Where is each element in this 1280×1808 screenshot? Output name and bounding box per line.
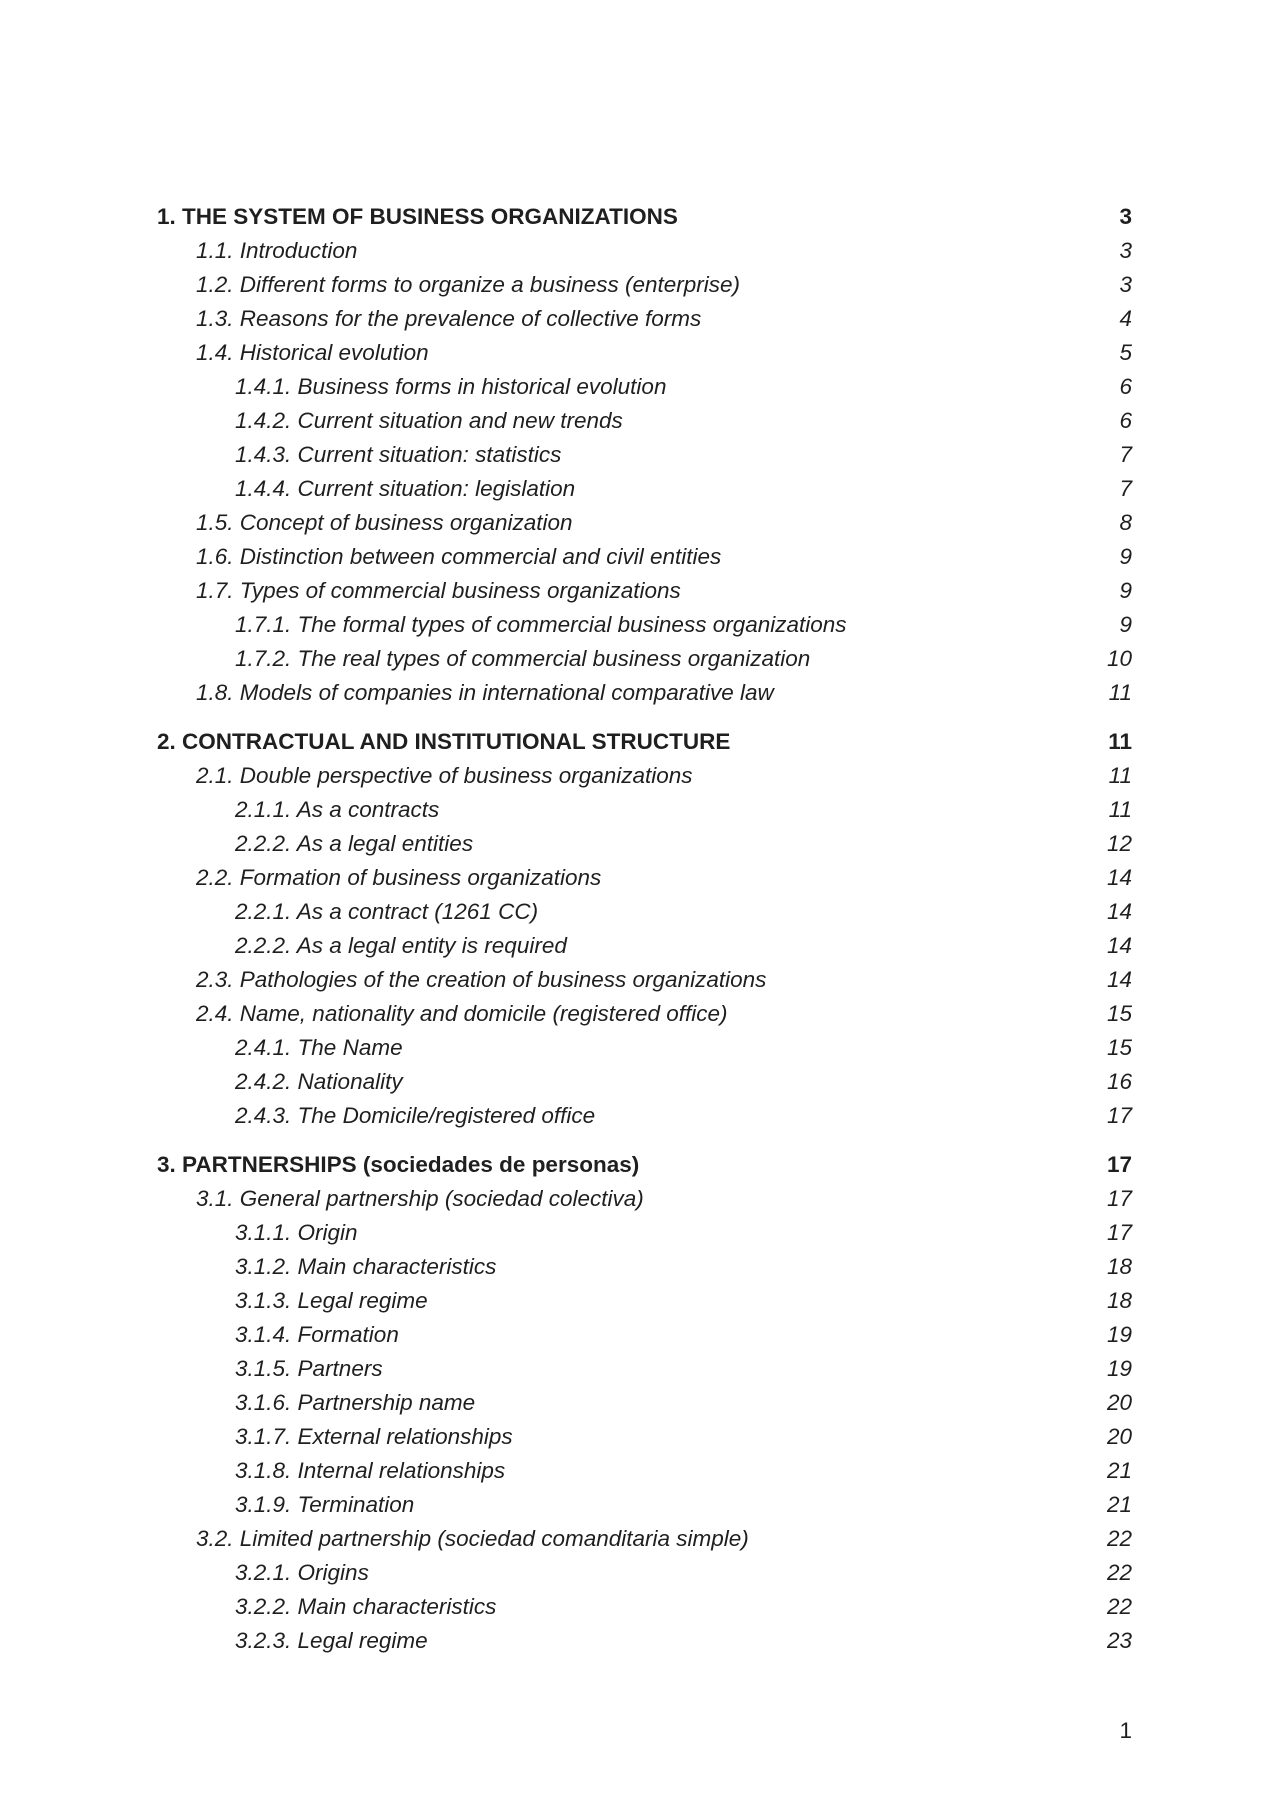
toc-entry-page: 11: [1108, 680, 1132, 705]
table-of-contents: [157, 200, 1132, 1658]
toc-entry-page: 21: [1106, 1458, 1132, 1483]
toc-subsection[interactable]: [157, 1318, 1132, 1352]
toc-entry-page: 11: [1108, 729, 1132, 754]
toc-entry-page: 10: [1106, 646, 1132, 671]
toc-entry-title: 1.2. Different forms to organize a business (enterprise): [196, 272, 740, 297]
toc-entry-page: 8: [1119, 510, 1132, 535]
toc-entry-title: 2.4.3. The Domicile/registered office: [235, 1103, 596, 1128]
toc-subsection[interactable]: [157, 1216, 1132, 1250]
toc-entry-title: 2.2.2. As a legal entity is required: [235, 933, 567, 958]
toc-entry-page: 9: [1119, 544, 1132, 569]
toc-subsection[interactable]: [157, 1284, 1132, 1318]
toc-chapter[interactable]: [157, 1148, 1132, 1182]
toc-entry-title: 2.4.2. Nationality: [235, 1069, 403, 1094]
toc-section[interactable]: [157, 302, 1132, 336]
toc-subsection[interactable]: [157, 1099, 1132, 1133]
toc-section[interactable]: [157, 234, 1132, 268]
toc-entry-title: 3.2.1. Origins: [235, 1560, 369, 1585]
toc-section[interactable]: [157, 574, 1132, 608]
toc-entry-page: 18: [1106, 1254, 1132, 1279]
toc-entry-title: 2.4. Name, nationality and domicile (registered office): [196, 1001, 728, 1026]
toc-entry-title: 3.1.7. External relationships: [235, 1424, 513, 1449]
toc-entry-page: 7: [1119, 442, 1132, 467]
toc-subsection[interactable]: [157, 793, 1132, 827]
toc-entry-title: 1.6. Distinction between commercial and civil entities: [196, 544, 722, 569]
toc-entry-page: 14: [1106, 899, 1132, 924]
toc-entry-title: 2.3. Pathologies of the creation of business organizations: [196, 967, 767, 992]
toc-entry-page: 17: [1106, 1103, 1132, 1128]
toc-entry-page: 9: [1119, 612, 1132, 637]
toc-entry-title: 3.1.4. Formation: [235, 1322, 399, 1347]
toc-entry-page: 4: [1119, 306, 1132, 331]
toc-subsection[interactable]: [157, 608, 1132, 642]
toc-entry-title: 2. CONTRACTUAL AND INSTITUTIONAL STRUCTURE: [157, 729, 731, 754]
toc-section[interactable]: [157, 759, 1132, 793]
toc-subsection[interactable]: [157, 1590, 1132, 1624]
toc-entry-title: 1.4.1. Business forms in historical evolution: [235, 374, 667, 399]
toc-entry-page: 17: [1106, 1152, 1132, 1177]
toc-section[interactable]: [157, 997, 1132, 1031]
toc-subsection[interactable]: [157, 1031, 1132, 1065]
toc-entry-page: 7: [1119, 476, 1132, 501]
toc-subsection[interactable]: [157, 642, 1132, 676]
toc-entry-title: 1.7.2. The real types of commercial business organization: [235, 646, 811, 671]
toc-subsection[interactable]: [157, 929, 1132, 963]
toc-entry-title: 3.2. Limited partnership (sociedad comanditaria simple): [196, 1526, 749, 1551]
toc-entry-title: 1.1. Introduction: [196, 238, 358, 263]
toc-entry-title: 1.8. Models of companies in international comparative law: [196, 680, 774, 705]
toc-entry-page: 6: [1119, 374, 1132, 399]
toc-section[interactable]: [157, 1182, 1132, 1216]
toc-entry-title: 3.1.1. Origin: [235, 1220, 358, 1245]
toc-subsection[interactable]: [157, 1420, 1132, 1454]
toc-subsection[interactable]: [157, 438, 1132, 472]
toc-entry-title: 1.7. Types of commercial business organizations: [196, 578, 681, 603]
toc-entry-title: 1.7.1. The formal types of commercial business organizations: [235, 612, 847, 637]
toc-entry-title: 3.2.3. Legal regime: [235, 1628, 428, 1653]
toc-entry-title: 3.1.8. Internal relationships: [235, 1458, 506, 1483]
toc-entry-title: 1.4.4. Current situation: legislation: [235, 476, 576, 501]
toc-entry-title: 3.1.9. Termination: [235, 1492, 415, 1517]
toc-entry-page: 19: [1106, 1356, 1132, 1381]
toc-subsection[interactable]: [157, 1454, 1132, 1488]
toc-entry-title: 3.2.2. Main characteristics: [235, 1594, 497, 1619]
toc-subsection[interactable]: [157, 1556, 1132, 1590]
toc-chapter[interactable]: [157, 200, 1132, 234]
toc-entry-page: 20: [1106, 1390, 1132, 1415]
toc-entry-page: 23: [1106, 1628, 1132, 1653]
toc-entry-title: 3.1.6. Partnership name: [235, 1390, 476, 1415]
toc-entry-page: 14: [1106, 865, 1132, 890]
toc-subsection[interactable]: [157, 1488, 1132, 1522]
toc-subsection[interactable]: [157, 472, 1132, 506]
toc-subsection[interactable]: [157, 1065, 1132, 1099]
toc-entry-page: 14: [1106, 933, 1132, 958]
toc-entry-page: 6: [1119, 408, 1132, 433]
toc-entry-page: 18: [1106, 1288, 1132, 1313]
toc-subsection[interactable]: [157, 370, 1132, 404]
toc-entry-page: 17: [1106, 1186, 1132, 1211]
toc-entry-title: 3. PARTNERSHIPS (sociedades de personas): [157, 1152, 640, 1177]
toc-entry-title: 1. THE SYSTEM OF BUSINESS ORGANIZATIONS: [157, 204, 678, 229]
toc-entry-page: 3: [1119, 238, 1132, 263]
toc-entry-page: 20: [1106, 1424, 1132, 1449]
toc-entry-page: 22: [1106, 1594, 1132, 1619]
toc-entry-title: 1.4.3. Current situation: statistics: [235, 442, 562, 467]
toc-entry-page: 12: [1106, 831, 1132, 856]
toc-entry-page: 3: [1119, 204, 1132, 229]
toc-subsection[interactable]: [157, 1386, 1132, 1420]
toc-entry-page: 15: [1106, 1035, 1132, 1060]
toc-entry-title: 1.5. Concept of business organization: [196, 510, 573, 535]
toc-entry-page: 11: [1108, 763, 1132, 788]
toc-section[interactable]: [157, 336, 1132, 370]
toc-section[interactable]: [157, 506, 1132, 540]
toc-entry-page: 21: [1106, 1492, 1132, 1517]
toc-section[interactable]: [157, 861, 1132, 895]
toc-entry-title: 3.1.3. Legal regime: [235, 1288, 428, 1313]
toc-chapter[interactable]: [157, 725, 1132, 759]
toc-subsection[interactable]: [157, 1624, 1132, 1658]
toc-entry-page: 9: [1119, 578, 1132, 603]
toc-entry-title: 1.3. Reasons for the prevalence of collective forms: [196, 306, 702, 331]
toc-section[interactable]: [157, 676, 1132, 710]
toc-entry-title: 1.4. Historical evolution: [196, 340, 429, 365]
toc-subsection[interactable]: [157, 404, 1132, 438]
toc-entry-title: 2.4.1. The Name: [235, 1035, 403, 1060]
toc-subsection[interactable]: [157, 1352, 1132, 1386]
toc-subsection[interactable]: [157, 827, 1132, 861]
toc-section[interactable]: [157, 540, 1132, 574]
toc-entry-title: 2.2. Formation of business organizations: [196, 865, 602, 890]
toc-entry-page: 11: [1108, 797, 1132, 822]
toc-entry-page: 15: [1106, 1001, 1132, 1026]
toc-entry-page: 3: [1119, 272, 1132, 297]
toc-section[interactable]: [157, 963, 1132, 997]
toc-subsection[interactable]: [157, 895, 1132, 929]
toc-section[interactable]: [157, 268, 1132, 302]
toc-entry-title: 2.2.1. As a contract (1261 CC): [235, 899, 539, 924]
toc-entry-page: 5: [1119, 340, 1132, 365]
toc-entry-title: 2.1.1. As a contracts: [235, 797, 440, 822]
toc-section[interactable]: [157, 1522, 1132, 1556]
toc-entry-page: 16: [1106, 1069, 1132, 1094]
toc-entry-title: 3.1.5. Partners: [235, 1356, 383, 1381]
toc-entry-page: 14: [1106, 967, 1132, 992]
toc-entry-page: 22: [1106, 1560, 1132, 1585]
toc-entry-title: 3.1.2. Main characteristics: [235, 1254, 497, 1279]
toc-entry-title: 1.4.2. Current situation and new trends: [235, 408, 623, 433]
toc-entry-title: 2.1. Double perspective of business organizations: [196, 763, 693, 788]
toc-entry-page: 17: [1106, 1220, 1132, 1245]
toc-subsection[interactable]: [157, 1250, 1132, 1284]
toc-entry-title: 3.1. General partnership (sociedad colectiva): [196, 1186, 644, 1211]
page-number: 1: [1119, 1718, 1132, 1743]
toc-entry-page: 22: [1106, 1526, 1132, 1551]
toc-entry-title: 2.2.2. As a legal entities: [235, 831, 474, 856]
toc-entry-page: 19: [1106, 1322, 1132, 1347]
